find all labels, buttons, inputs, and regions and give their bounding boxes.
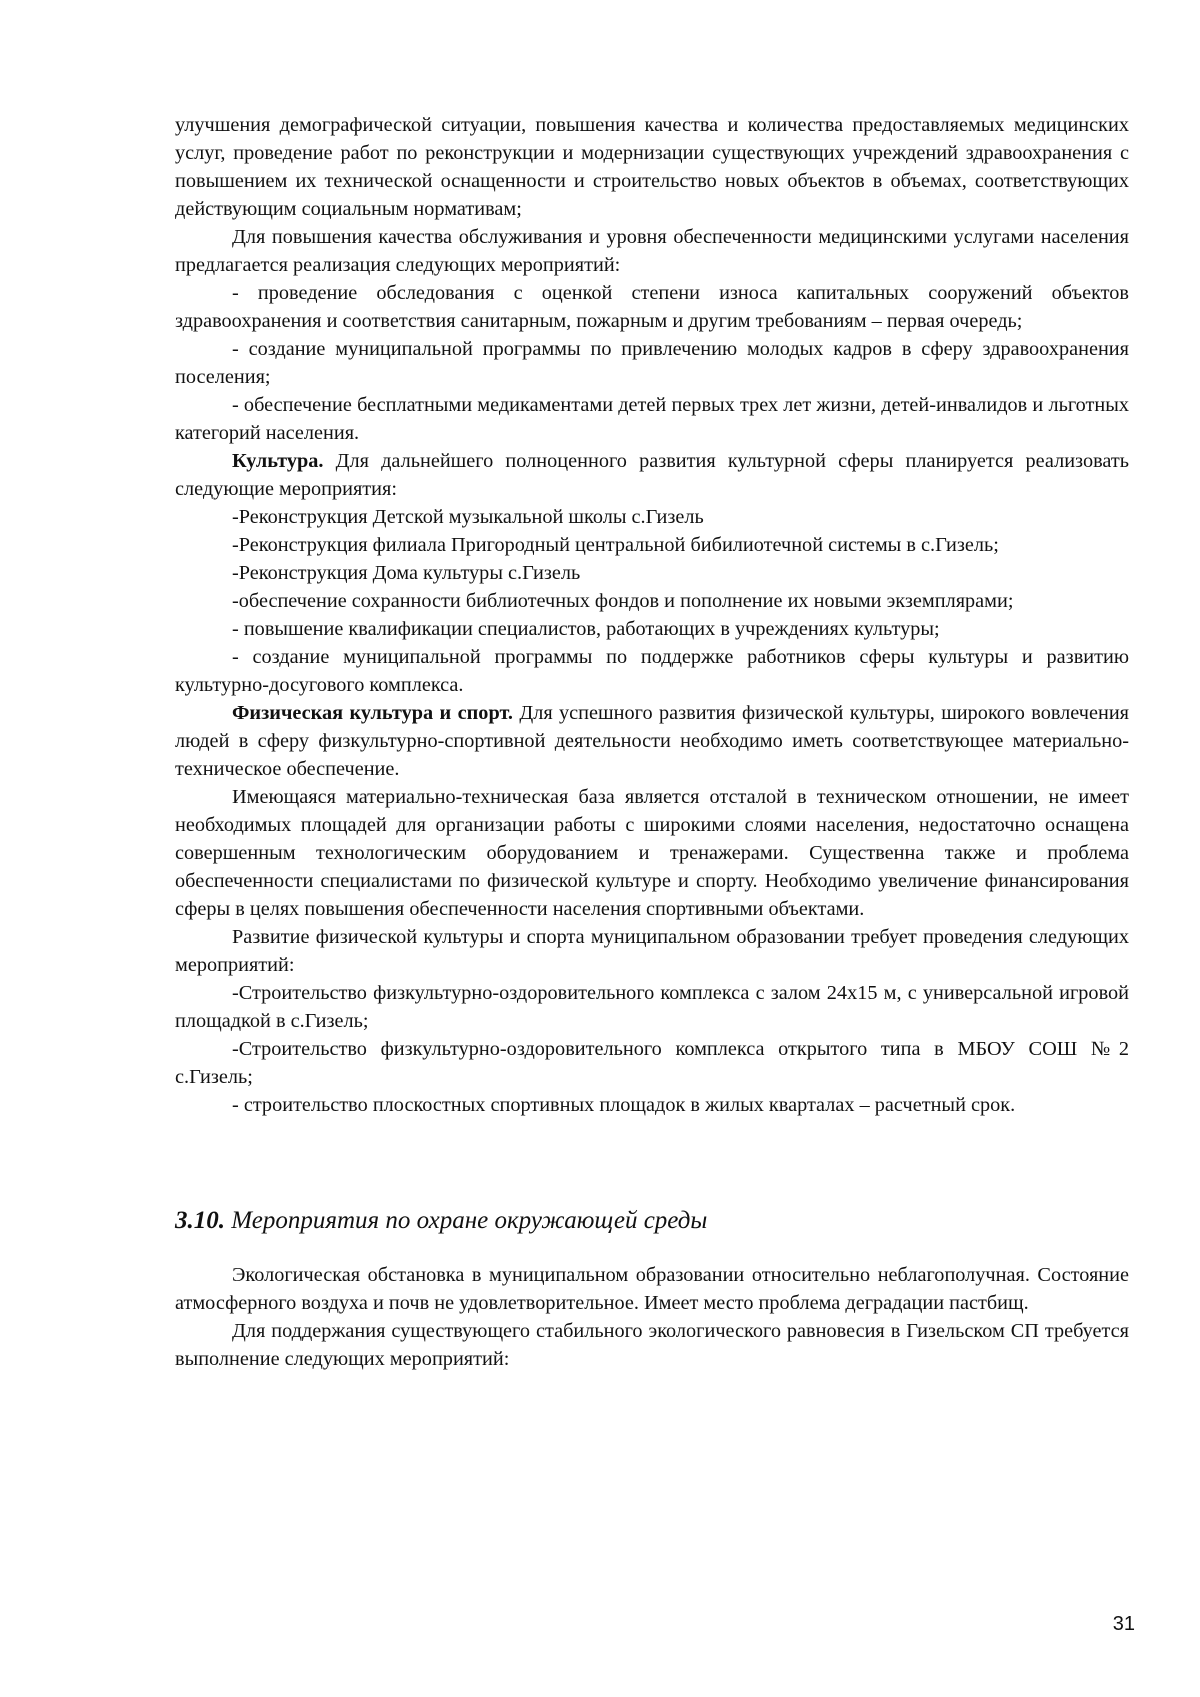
paragraph-bold-lead: Физическая культура и спорт. [232,702,513,724]
paragraph-text: Для дальнейшего полноценного развития культурной сферы планируется реализовать следующие мероприятия: [175,450,1129,500]
paragraph [175,615,1129,643]
paragraph-text: Для успешного развития физической культуры, широкого вовлечения людей в сферу физкультурно-спортивной деятельности необходимо иметь соответствующее материально-техническое обеспечение. [175,702,1129,780]
paragraph [175,783,1129,923]
paragraph [175,223,1129,279]
paragraph-text: -обеспечение сохранности библиотечных фондов и пополнение их новыми экземплярами; [232,590,1014,612]
paragraph [175,559,1129,587]
paragraph [175,699,1129,783]
paragraph [175,643,1129,699]
paragraph-text: -Реконструкция Детской музыкальной школы с.Гизель [232,506,704,528]
paragraph [175,1091,1129,1119]
section-heading [175,1205,1129,1237]
paragraph [175,391,1129,447]
paragraph-text: Развитие физической культуры и спорта муниципальном образовании требует проведения следующих мероприятий: [175,926,1129,976]
paragraph [175,335,1129,391]
document-page [175,111,1129,1373]
paragraph-text: -Реконструкция филиала Пригородный центральной бибилиотечной системы в с.Гизель; [232,534,999,556]
paragraph [175,1261,1129,1317]
paragraph-text: - обеспечение бесплатными медикаментами детей первых трех лет жизни, детей-инвалидов и льготных категорий населения. [175,394,1129,444]
body-text-top [175,111,1129,1119]
paragraph-text: - строительство плоскостных спортивных площадок в жилых кварталах – расчетный срок. [232,1094,1016,1116]
body-text-bottom [175,1261,1129,1373]
paragraph-text: -Реконструкция Дома культуры с.Гизель [232,562,581,584]
paragraph-text: -Строительство физкультурно-оздоровительного комплекса с залом 24х15 м, с универсальной игровой площадкой в с.Гизель; [175,982,1129,1032]
paragraph [175,587,1129,615]
section-gap [175,1119,1129,1165]
paragraph [175,979,1129,1035]
paragraph [175,1317,1129,1373]
section-title: Мероприятия по охране окружающей среды [225,1207,708,1234]
paragraph [175,279,1129,335]
paragraph [175,111,1129,223]
paragraph-text: Для поддержания существующего стабильного экологического равновесия в Гизельском СП требуется выполнение следующих мероприятий: [175,1320,1129,1370]
paragraph-text: Экологическая обстановка в муниципальном образовании относительно неблагополучная. Состояние атмосферного воздуха и почв не удовлетворительное. Имеет место проблема деградации пастбищ. [175,1264,1129,1314]
page-number: 31 [1112,1613,1135,1635]
paragraph-text: улучшения демографической ситуации, повышения качества и количества предоставляемых медицинских услуг, проведение работ по реконструкции и модернизации существующих учреждений здравоохранения с повышением их технической оснащенности и строительство новых объектов в объемах, соответствующих действующим социальным нормативам; [175,114,1129,220]
paragraph [175,1035,1129,1091]
paragraph-text: - создание муниципальной программы по поддержке работников сферы культуры и развитию культурно-досугового комплекса. [175,646,1129,696]
paragraph-bold-lead: Культура. [232,450,324,472]
paragraph [175,531,1129,559]
paragraph-text: - проведение обследования с оценкой степени износа капитальных сооружений объектов здравоохранения и соответствия санитарным, пожарным и другим требованиям – первая очередь; [175,282,1129,332]
paragraph-text: Имеющаяся материально-техническая база является отсталой в техническом отношении, не имеет необходимых площадей для организации работы с широкими слоями населения, недостаточно оснащена совершенным технологическим оборудованием и тренажерами. Существенна также и проблема обеспеченности специалистами по физической культуре и спорту. Необходимо увеличение финансирования сферы в целях повышения обеспеченности населения спортивными объектами. [175,786,1129,920]
paragraph-text: - создание муниципальной программы по привлечению молодых кадров в сферу здравоохранения поселения; [175,338,1129,388]
paragraph [175,447,1129,503]
paragraph-text: -Строительство физкультурно-оздоровительного комплекса открытого типа в МБОУ СОШ №2 с.Гизель; [175,1038,1129,1088]
paragraph [175,923,1129,979]
paragraph-text: - повышение квалификации специалистов, работающих в учреждениях культуры; [232,618,940,640]
paragraph [175,503,1129,531]
section-number: 3.10. [175,1207,225,1234]
paragraph-text: Для повышения качества обслуживания и уровня обеспеченности медицинскими услугами населения предлагается реализация следующих мероприятий: [175,226,1129,276]
